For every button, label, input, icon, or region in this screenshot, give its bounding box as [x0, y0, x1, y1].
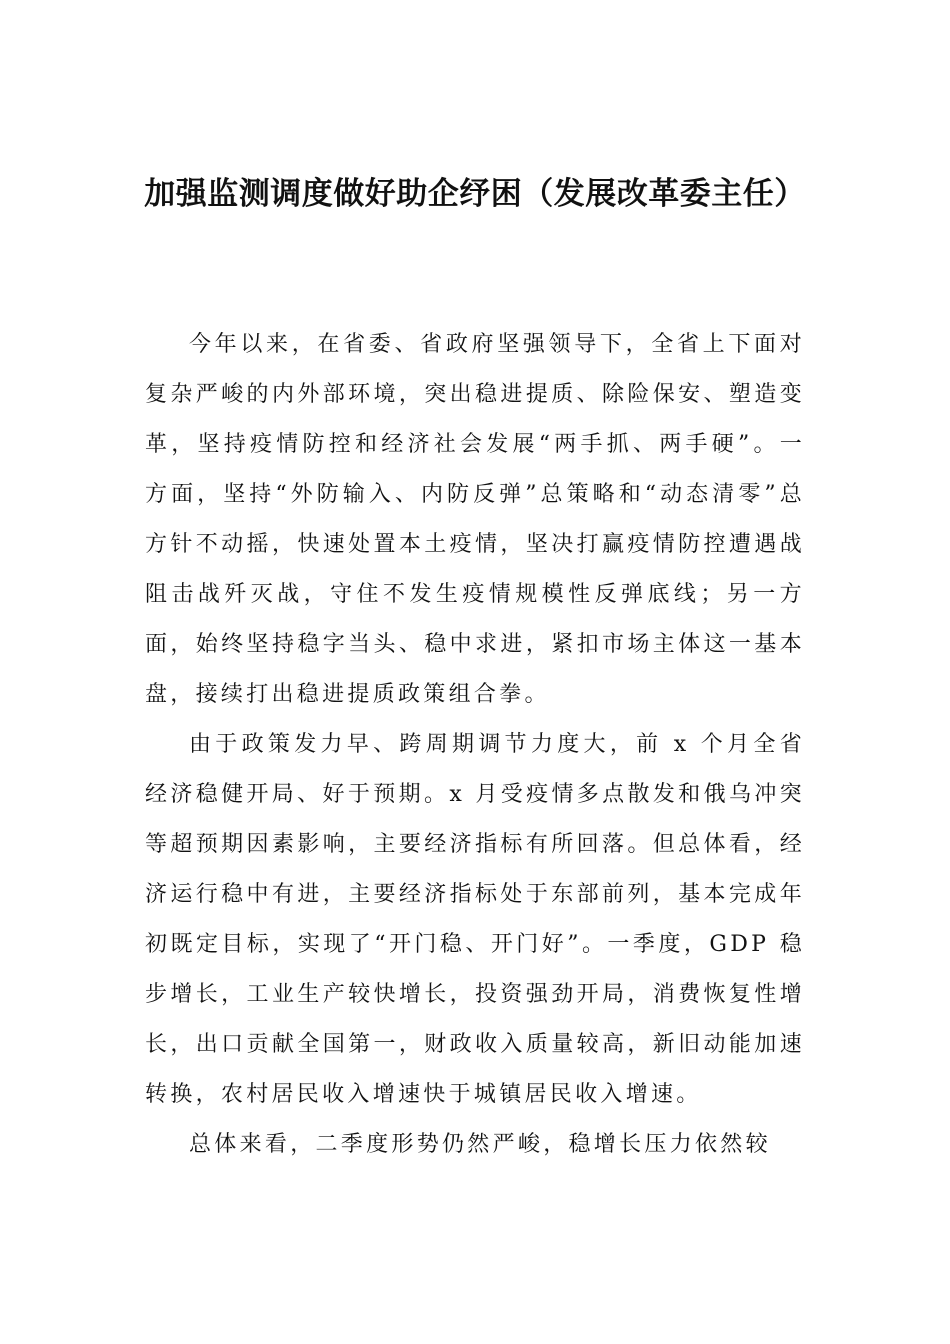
paragraph-2: 由于政策发力早、跨周期调节力度大，前 x 个月全省经济稳健开局、好于预期。x 月受疫情多点散发和俄乌冲突等超预期因素影响，主要经济指标有所回落。但总体看，经济运行稳中有进，主要经济指标处于东部前列，基本完成年初既定目标，实现了“开门稳、开门好”。一季度，GDP 稳步增长，工业生产较快增长，投资强劲开局，消费恢复性增长，出口贡献全国第一，财政收入质量较高，新旧动能加速转换，农村居民收入增速快于城镇居民收入增速。	[145, 732, 805, 1107]
paragraph-1: 今年以来，在省委、省政府坚强领导下，全省上下面对复杂严峻的内外部环境，突出稳进提质、除险保安、塑造变革，坚持疫情防控和经济社会发展“两手抓、两手硬”。一方面，坚持“外防输入、内防反弹”总策略和“动态清零”总方针不动摇，快速处置本土疫情，坚决打赢疫情防控遭遇战阻击战歼灭战，守住不发生疫情规模性反弹底线；另一方面，始终坚持稳字当头、稳中求进，紧扣市场主体这一基本盘，接续打出稳进提质政策组合拳。	[145, 332, 805, 707]
document-body	[145, 320, 805, 1170]
document-title: 加强监测调度做好助企纾困（发展改革委主任）	[144, 176, 806, 212]
paragraph-3: 总体来看，二季度形势仍然严峻，稳增长压力依然较	[189, 1132, 771, 1157]
